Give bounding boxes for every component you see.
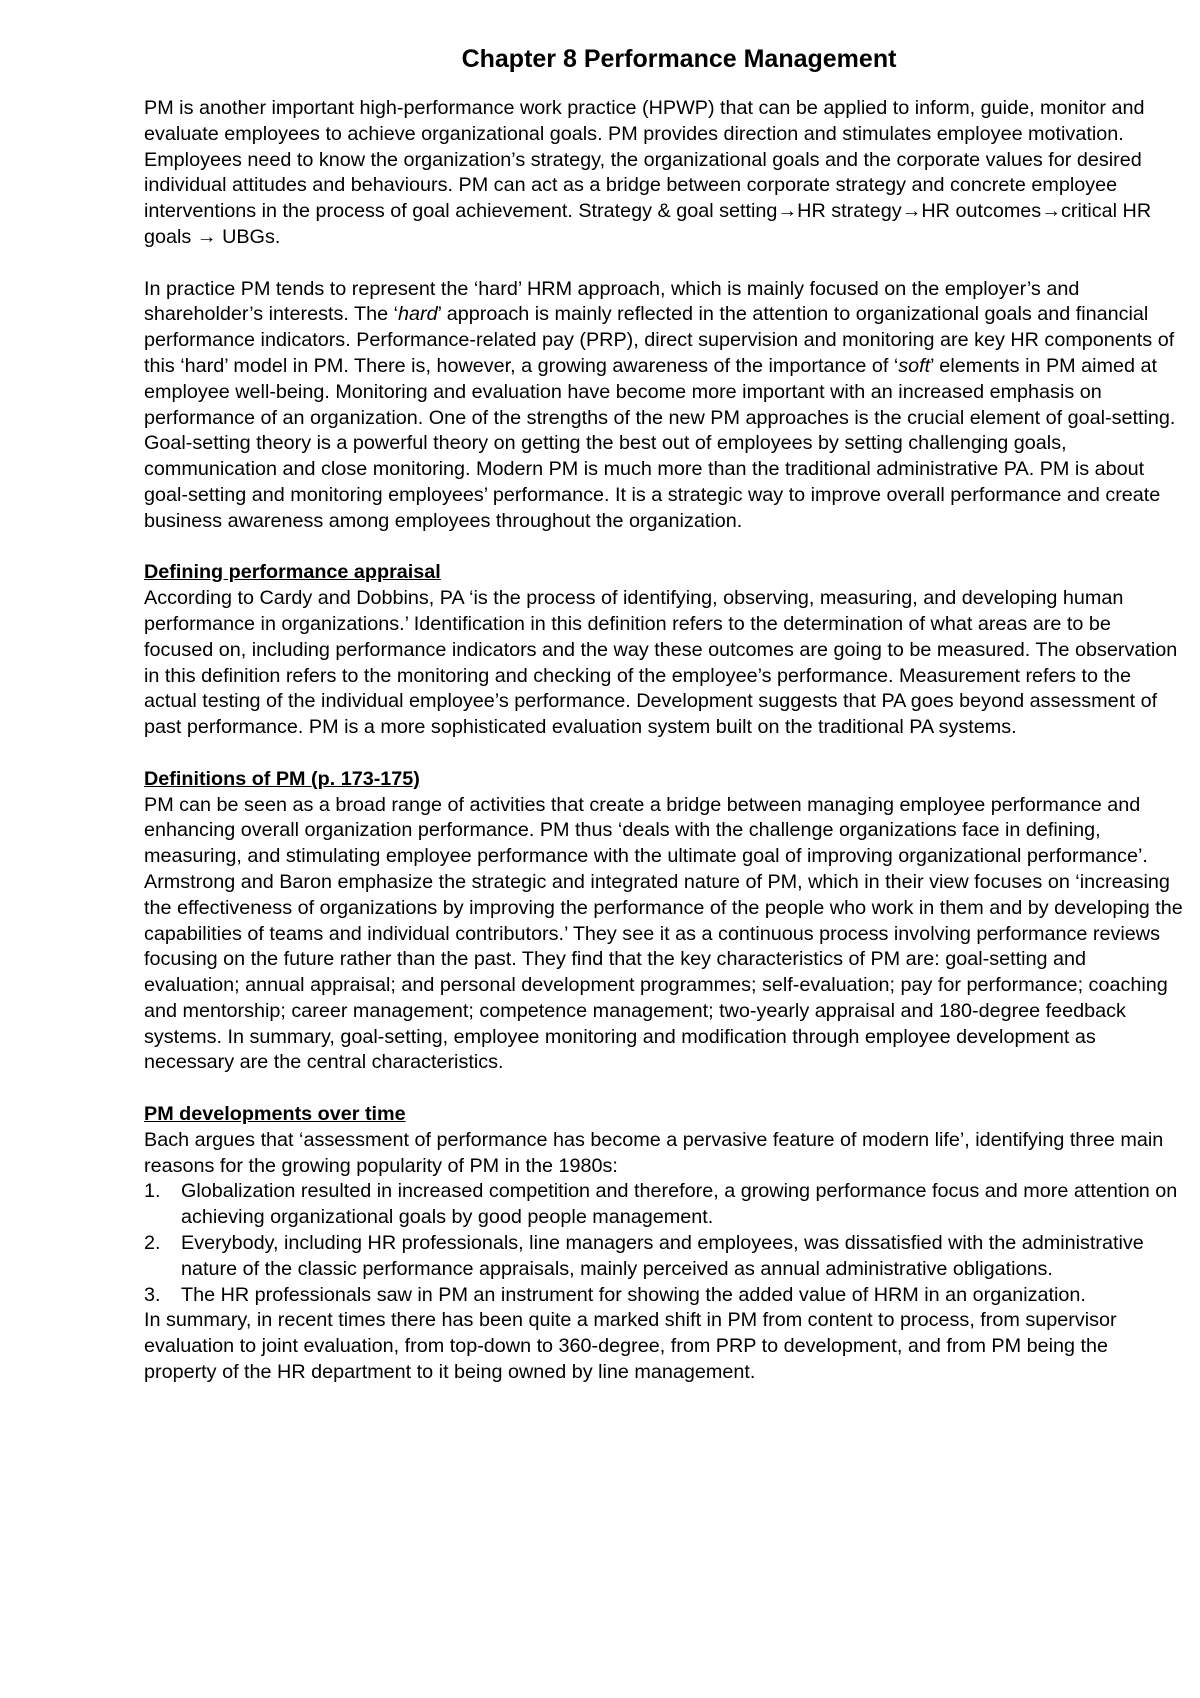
intro-paragraph-1 xyxy=(144,96,1184,251)
list-item xyxy=(144,1179,1184,1231)
list-number: 2. xyxy=(144,1232,161,1255)
page-title: Chapter 8 Performance Management xyxy=(461,45,897,73)
section-heading: Defining performance appraisal xyxy=(144,561,441,584)
list-item xyxy=(144,1231,1184,1283)
section-heading: PM developments over time xyxy=(144,1103,406,1126)
reasons-list xyxy=(144,1179,1184,1308)
intro-paragraph-2 xyxy=(144,277,1184,535)
emphasis-hard: hard xyxy=(398,303,438,326)
list-number: 1. xyxy=(144,1180,161,1203)
list-number: 3. xyxy=(144,1283,161,1306)
document-page xyxy=(144,44,1184,1412)
section-body: According to Cardy and Dobbins, PA ‘is the process of identifying, observing, measuring, and developing human performance in organizations.’ Identification in this definition refers to the determination of what areas are to be focused on, including performance indicators and the way these outcomes are going to be measured. The observation in this definition refers to the monitoring and checking of the employee’s performance. Measurement refers to the actual testing of the individual employee’s performance. Development suggests that PA goes beyond assessment of past performance. PM is a more sophisticated evaluation system built on the traditional PA systems. xyxy=(144,587,1178,739)
chain-hr-strategy: HR strategy xyxy=(797,200,902,223)
list-item xyxy=(144,1283,1184,1309)
intro-text: ’ approach is mainly reflected in the attention to organizational goals and financial performance indicators. Performance-related pay (PRP), direct supervision and monitoring are key HR components of this ‘hard’ model in PM. There is, however, a growing awareness of the importance of ‘ xyxy=(144,303,1175,377)
section-defining-appraisal xyxy=(144,560,1184,741)
list-item-text: Everybody, including HR professionals, line managers and employees, was dissatisfied with the administrative nature of the classic performance appraisals, mainly perceived as annual administrative obligations. xyxy=(181,1232,1144,1280)
emphasis-soft: soft xyxy=(898,354,931,377)
chain-critical-hr-goals: critical HR goals xyxy=(144,200,1152,248)
arrow-icon: → xyxy=(901,200,922,223)
chain-hr-outcomes: HR outcomes xyxy=(921,200,1042,223)
list-item-text: The HR professionals saw in PM an instrument for showing the added value of HRM in an organization. xyxy=(181,1283,1086,1306)
section-summary: In summary, in recent times there has been quite a marked shift in PM from content to process, from supervisor evaluation to joint evaluation, from top-down to 360-degree, from PRP to development, and from PM being the property of the HR department to it being owned by line management. xyxy=(144,1309,1117,1384)
section-definitions-of-pm xyxy=(144,767,1184,1077)
arrow-icon: → xyxy=(1041,200,1061,223)
section-body: PM can be seen as a broad range of activities that create a bridge between managing employee performance and enhancing overall organization performance. PM thus ‘deals with the challenge organizations face in defining, measuring, and stimulating employee performance with the ultimate goal of improving organizational performance’. Armstrong and Baron emphasize the strategic and integrated nature of PM, which in their view focuses on ‘increasing the effectiveness of organizations by improving the performance of the people who work in them and by developing the capabilities of teams and individual contributors.’ They see it as a continuous process involving performance reviews focusing on the future rather than the past. They find that the key characteristics of PM are: goal-setting and evaluation; annual appraisal; and personal development programmes; self-evaluation; pay for performance; coaching and mentorship; career management; competence management; two-yearly appraisal and 180-degree feedback systems. In summary, goal-setting, employee monitoring and modification through employee development as necessary are the central characteristics. xyxy=(144,793,1183,1074)
intro-text: PM is another important high-performance work practice (HPWP) that can be applied to inform, guide, monitor and evaluate employees to achieve organizational goals. PM provides direction and stimulates employee motivation. Employees need to know the organization’s strategy, the organizational goals and the corporate values for desired individual attitudes and behaviours. PM can act as a bridge between corporate strategy and concrete employee interventions in the process of goal achievement. Strategy & goal setting xyxy=(144,97,1145,223)
arrow-icon: → xyxy=(196,225,217,248)
intro-text: In practice PM tends to represent the ‘hard’ HRM approach, which is mainly focused on the employer’s and shareholder’s interests. The ‘ xyxy=(144,277,1080,326)
intro-text: ’ elements in PM aimed at employee well-being. Monitoring and evaluation have become more important with an increased emphasis on performance of an organization. One of the strengths of the new PM approaches is the crucial element of goal-setting. Goal-setting theory is a powerful theory on getting the best out of employees by setting challenging goals, communication and close monitoring. Modern PM is much more than the traditional administrative PA. PM is about goal-setting and monitoring employees’ performance. It is a strategic way to improve overall performance and create business awareness among employees throughout the organization. xyxy=(144,354,1176,532)
section-intro: Bach argues that ‘assessment of performance has become a pervasive feature of modern life’, identifying three main reasons for the growing popularity of PM in the 1980s: xyxy=(144,1128,1164,1177)
arrow-icon: → xyxy=(777,200,798,223)
section-pm-developments xyxy=(144,1102,1184,1386)
chain-ubgs: UBGs. xyxy=(216,225,281,248)
list-item-text: Globalization resulted in increased competition and therefore, a growing performance focus and more attention on achieving organizational goals by good people management. xyxy=(181,1180,1178,1229)
section-heading: Definitions of PM (p. 173-175) xyxy=(144,767,420,790)
